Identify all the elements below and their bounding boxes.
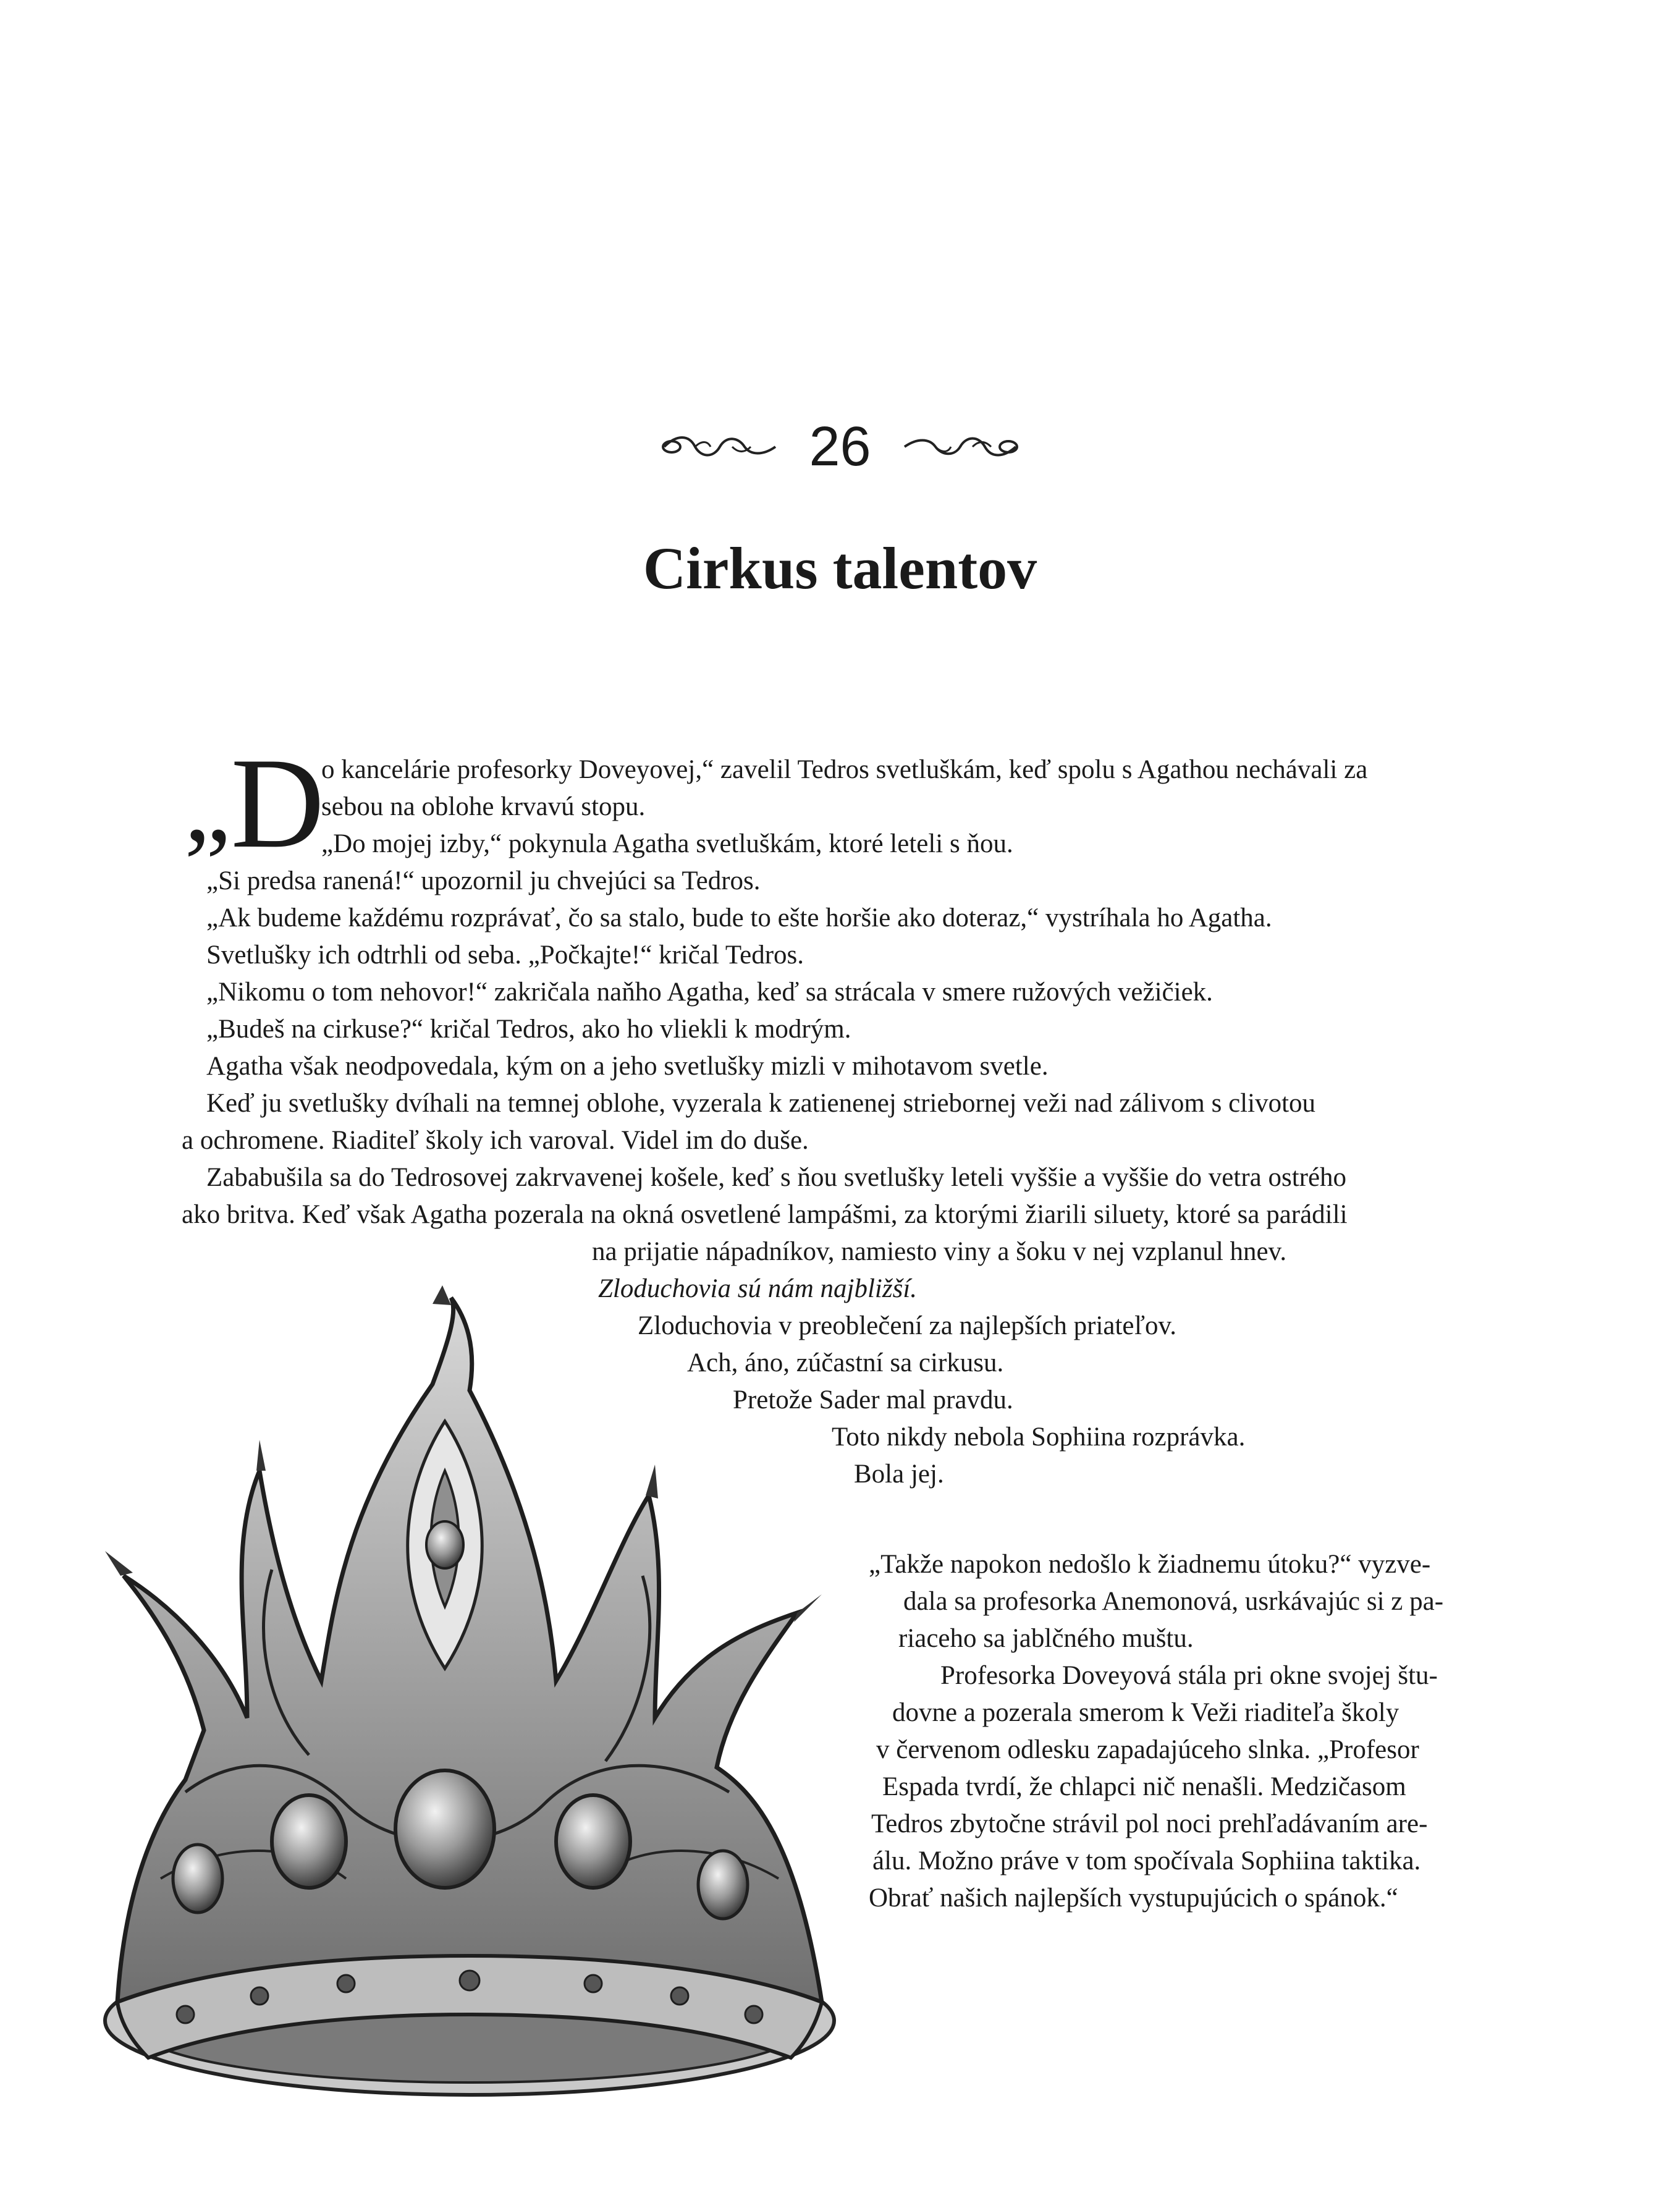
text-line: Obrať našich najlepších vystupujúcich o spánok.“ [869,1883,1398,1913]
text-line: Zababušila sa do Tedrosovej zakrvavenej košele, keď s ňou svetlušky leteli vyššie a vyššie do vetra ostrého [206,1163,1347,1192]
text-line: Tedros zbytočne strávil pol noci prehľadávaním are- [871,1809,1428,1838]
text-line: „Budeš na cirkuse?“ kričal Tedros, ako ho vliekli k modrým. [206,1015,851,1044]
text-line: ako britva. Keď však Agatha pozerala na okná osvetlené lampášmi, za ktorými žiarili siluety, ktoré sa parádili [182,1200,1348,1229]
ornament-right-icon [898,428,1022,465]
text-line: sebou na oblohe krvavú stopu. [321,792,646,821]
text-line: „Nikomu o tom nehovor!“ zakričala naňho Agatha, keď sa strácala v smere ružových vežičiek. [206,978,1213,1007]
text-line: Bola jej. [854,1460,944,1489]
text-line: a ochromene. Riaditeľ školy ich varoval. Videl im do duše. [182,1126,809,1155]
drop-cap-letter: D [230,732,325,875]
chapter-number-text: 26 [809,416,871,478]
text-line: dovne a pozerala smerom k Veži riaditeľa školy [892,1698,1399,1727]
ornament-left-icon [658,428,782,465]
text-line: v červenom odlesku zapadajúceho slnka. „Profesor [876,1735,1419,1764]
text-line: Toto nikdy nebola Sophiina rozprávka. [832,1423,1246,1452]
text-line: „Si predsa ranená!“ upozornil ju chvejúci sa Tedros. [206,866,761,895]
text-line: Svetlušky ich odtrhli od seba. „Počkajte!“ kričal Tedros. [206,941,804,970]
chapter-number [0,408,1680,481]
drop-cap [184,732,325,875]
text-line: Profesorka Doveyová stála pri okne svojej štu- [940,1661,1438,1690]
text-line: „Ak budeme každému rozprávať, čo sa stalo, bude to ešte horšie ako doteraz,“ vystríhala ho Agatha. [206,903,1272,932]
text-line: Ach, áno, zúčastní sa cirkusu. [687,1348,1004,1377]
text-line: o kancelárie profesorky Doveyovej,“ zavelil Tedros svetluškám, keď spolu s Agathou nechávali za [321,755,1368,784]
text-line: Agatha však neodpovedala, kým on a jeho svetlušky mizli v mihotavom svetle. [206,1052,1049,1081]
text-line: Pretože Sader mal pravdu. [733,1385,1013,1414]
crown-illustration [0,1285,890,2181]
drop-cap-quote: „ [184,747,231,863]
text-line: Zloduchovia v preoblečení za najlepších priateľov. [638,1311,1176,1340]
text-line: álu. Možno práve v tom spočívala Sophiina taktika. [872,1846,1421,1875]
text-line: Keď ju svetlušky dvíhali na temnej oblohe, vyzerala k zatienenej striebornej veži nad zálivom s clivotou [206,1089,1316,1118]
text-line: Zloduchovia sú nám najbližší. [598,1274,918,1303]
chapter-title: Cirkus talentov [643,535,1037,601]
text-line: „Do mojej izby,“ pokynula Agatha svetluškám, ktoré leteli s ňou. [321,829,1013,858]
text-line: na prijatie nápadníkov, namiesto viny a šoku v nej vzplanul hnev. [592,1237,1287,1266]
text-line: „Takže napokon nedošlo k žiadnemu útoku?“ vyzve- [869,1550,1431,1579]
text-line: riaceho sa jablčného muštu. [898,1624,1194,1653]
text-line: Espada tvrdí, že chlapci nič nenašli. Medzičasom [882,1772,1406,1801]
text-line: dala sa profesorka Anemonová, usrkávajúc si z pa- [903,1587,1444,1616]
